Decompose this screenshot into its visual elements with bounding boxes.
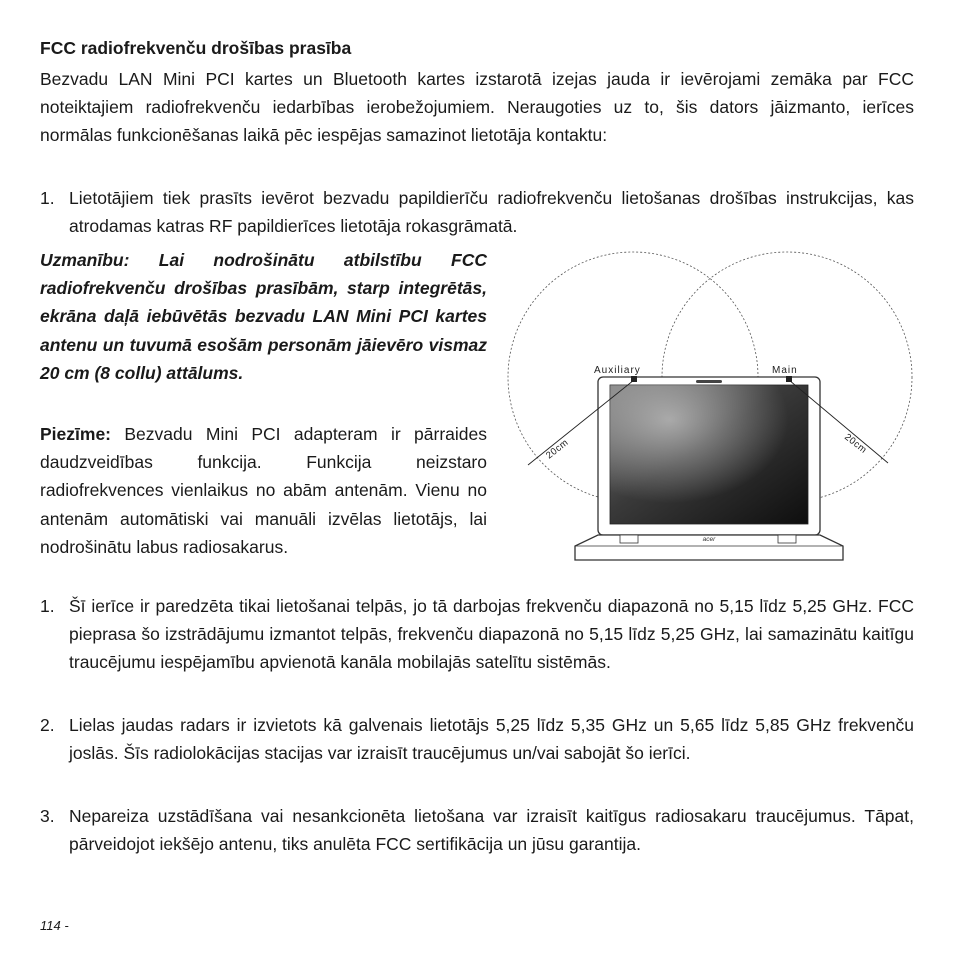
list-item-number: 1. [40, 188, 55, 208]
auxiliary-antenna-icon [631, 376, 637, 382]
main-label: Main [772, 365, 798, 376]
distance-label-right: 20cm [842, 431, 869, 456]
list-item-number: 3. [40, 806, 55, 826]
section-heading: FCC radiofrekvenču drošības prasība [40, 38, 352, 58]
list-item-number: 2. [40, 715, 55, 735]
list-item-text: Šī ierīce ir paredzēta tikai lietošanai telpās, jo tā darbojas frekvenču diapazonā no 5,15 līdz 5,25 GHz. FCC pieprasa šo izstrādājumu izmantot telpās, frekvenču diapazonā no 5,15 līdz 5,25 GHz, lai samazinātu kaitīgu traucējumu iespējamību apvienotā kanāla mobilajās satelītu sistēmās. [69, 596, 914, 673]
distance-label-left: 20cm [544, 437, 571, 462]
list-item-text: Lielas jaudas radars ir izvietots kā galvenais lietotājs 5,25 līdz 5,35 GHz un 5,65 līdz 5,85 GHz frekvenču joslās. Šīs radiolokācijas stacijas var izraisīt traucējumus un/vai sabojāt šo ierīci. [69, 715, 914, 764]
note-text: Bezvadu Mini PCI adapteram ir pārraides daudzveidības funkcija. Funkcija neizstaro radiofrekvences vienlaikus no abām antenām. Vienu no antenām automātiski vai manuāli izvēlas lietotājs, lai nodrošinātu labus radiosakarus. [40, 424, 487, 557]
caution-paragraph: Uzmanību: Lai nodrošinātu atbilstību FCC radiofrekvenču drošības prasībām, starp integrētās, ekrāna daļā iebūvētās bezvadu LAN Mini PCI kartes antenu un tuvumā esošām personām jāievēro vismaz 20 cm (8 collu) attālums. [40, 250, 487, 383]
list-item-text: Lietotājiem tiek prasīts ievērot bezvadu papildierīču radiofrekvenču lietošanas drošības instrukcijas, kas atrodamas katras RF papildierīces lietotāja rokasgrāmatā. [69, 188, 914, 237]
webcam-slot [696, 380, 722, 383]
page-number: 114 - [40, 918, 69, 933]
intro-paragraph: Bezvadu LAN Mini PCI kartes un Bluetooth kartes izstarotā izejas jauda ir ievērojami zemāka par FCC noteiktajiem radiofrekvenču iedarbības ierobežojumiem. Neraugoties uz to, šis dators jāizmanto, ierīces normālas funkcionēšanas laikā pēc iespējas samazinot lietotāja kontaktu: [40, 69, 914, 146]
hinge-left [620, 535, 638, 543]
note-paragraph [40, 420, 487, 561]
antenna-figure [500, 250, 920, 570]
main-antenna-icon [786, 376, 792, 382]
list-item-text: Nepareiza uzstādīšana vai nesankcionēta lietošana var izraisīt kaitīgus radiosakaru traucējumus. Tāpat, pārveidojot iekšējo antenu, tiks anulēta FCC sertifikācija un jūsu garantija. [69, 806, 914, 855]
hinge-right [778, 535, 796, 543]
note-label: Piezīme: [40, 424, 111, 444]
list-item-number: 1. [40, 596, 55, 616]
acer-logo: acer [702, 536, 716, 543]
auxiliary-label: Auxiliary [594, 365, 641, 376]
laptop-antenna-diagram [500, 250, 920, 570]
